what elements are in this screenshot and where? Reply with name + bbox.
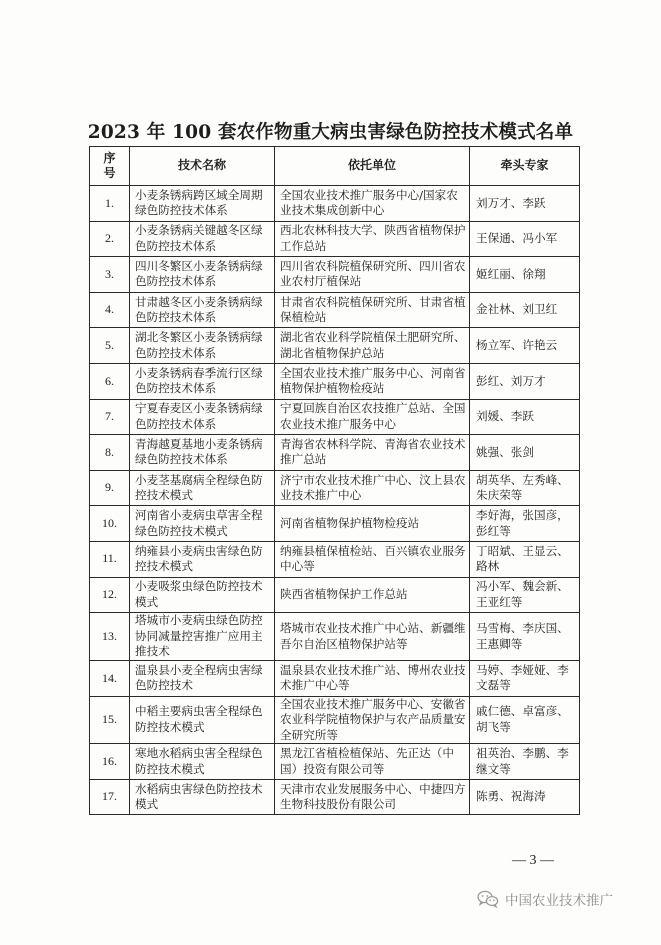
table-row <box>90 696 580 744</box>
row-number: 2. <box>90 221 130 257</box>
lead-expert-cell: 胡英华、左秀峰、朱庆荣等 <box>470 470 580 506</box>
row-number: 8. <box>90 435 130 471</box>
header-organization: 依托单位 <box>275 147 470 186</box>
organization-cell: 湖北省农业科学院植保土肥研究所、湖北省植物保护总站 <box>275 328 470 364</box>
table-row <box>90 613 580 661</box>
table-row <box>90 186 580 222</box>
row-number: 4. <box>90 292 130 328</box>
row-number: 5. <box>90 328 130 364</box>
row-number: 9. <box>90 470 130 506</box>
organization-cell: 全国农业技术推广服务中心、安徽省农业科学院植物保护与农产品质量安全研究所等 <box>275 696 470 744</box>
table-row <box>90 257 580 293</box>
table-row <box>90 541 580 577</box>
row-number: 14. <box>90 661 130 697</box>
technology-name-cell: 青海越夏基地小麦条锈病绿色防控技术体系 <box>130 435 275 471</box>
row-number: 6. <box>90 363 130 399</box>
watermark-text: 中国农业技术推广 <box>505 893 613 909</box>
lead-expert-cell: 刘万才、李跃 <box>470 186 580 222</box>
organization-cell: 济宁市农业技术推广中心、汶上县农业技术推广中心 <box>275 470 470 506</box>
lead-expert-cell: 李好海，张国彦，彭红等 <box>470 506 580 542</box>
row-number: 16. <box>90 744 130 780</box>
table-row <box>90 399 580 435</box>
page-title: 2023 年 100 套农作物重大病虫害绿色防控技术模式名单 <box>87 122 574 143</box>
technology-name-cell: 甘肃越冬区小麦条锈病绿色防控技术体系 <box>130 292 275 328</box>
lead-expert-cell: 王保通、冯小军 <box>470 221 580 257</box>
technology-name-cell: 水稻病虫害绿色防控技术模式 <box>130 779 275 815</box>
table-row <box>90 328 580 364</box>
row-number: 7. <box>90 399 130 435</box>
table-row <box>90 221 580 257</box>
table-row <box>90 661 580 697</box>
table-row <box>90 363 580 399</box>
header-no: 序 号 <box>90 147 130 186</box>
lead-expert-cell: 丁昭斌、王显云、路林 <box>470 541 580 577</box>
lead-expert-cell: 姬红丽、徐翔 <box>470 257 580 293</box>
technology-name-cell: 小麦条锈病春季流行区绿色防控技术体系 <box>130 363 275 399</box>
organization-cell: 纳雍县植保植检站、百兴镇农业服务中心等 <box>275 541 470 577</box>
technology-name-cell: 小麦吸浆虫绿色防控技术模式 <box>130 577 275 613</box>
organization-cell: 天津市农业发展服务中心、中捷四方生物科技股份有限公司 <box>275 779 470 815</box>
row-number: 13. <box>90 613 130 661</box>
table-row <box>90 577 580 613</box>
technology-name-cell: 小麦条锈病跨区域全周期绿色防控技术体系 <box>130 186 275 222</box>
lead-expert-cell: 杨立军、许艳云 <box>470 328 580 364</box>
technology-name-cell: 河南省小麦病虫草害全程绿色防控技术模式 <box>130 506 275 542</box>
table-row <box>90 435 580 471</box>
technology-name-cell: 湖北冬繁区小麦条锈病绿色防控技术体系 <box>130 328 275 364</box>
technology-list-table <box>89 146 580 815</box>
row-number: 17. <box>90 779 130 815</box>
organization-cell: 塔城市农业技术推广中心站、新疆维吾尔自治区植物保护站等 <box>275 613 470 661</box>
table-row <box>90 292 580 328</box>
table-row <box>90 506 580 542</box>
organization-cell: 温泉县农业技术推广站、博州农业技术推广中心等 <box>275 661 470 697</box>
row-number: 10. <box>90 506 130 542</box>
lead-expert-cell: 金社林、刘卫红 <box>470 292 580 328</box>
technology-name-cell: 塔城市小麦病虫绿色防控协同减量控害推广应用主推技术 <box>130 613 275 661</box>
technology-name-cell: 小麦茎基腐病全程绿色防控技术模式 <box>130 470 275 506</box>
organization-cell: 西北农林科技大学、陕西省植物保护工作总站 <box>275 221 470 257</box>
technology-name-cell: 寒地水稻病虫害全程绿色防控技术模式 <box>130 744 275 780</box>
organization-cell: 甘肃省农科院植保研究所、甘肃省植保植检站 <box>275 292 470 328</box>
lead-expert-cell: 冯小军、魏会新、王亚红等 <box>470 577 580 613</box>
organization-cell: 河南省植物保护植物检疫站 <box>275 506 470 542</box>
organization-cell: 全国农业技术推广服务中心/国家农业技术集成创新中心 <box>275 186 470 222</box>
technology-name-cell: 温泉县小麦全程病虫害绿色防控技术 <box>130 661 275 697</box>
row-number: 11. <box>90 541 130 577</box>
header-technology-name: 技术名称 <box>130 147 275 186</box>
technology-name-cell: 中稻主要病虫害全程绿色防控技术模式 <box>130 696 275 744</box>
table-row <box>90 470 580 506</box>
page-number: — 3 — <box>512 853 554 868</box>
wechat-icon <box>477 890 499 908</box>
row-number: 3. <box>90 257 130 293</box>
technology-name-cell: 纳雍县小麦病虫害绿色防控技术模式 <box>130 541 275 577</box>
organization-cell: 陕西省植物保护工作总站 <box>275 577 470 613</box>
technology-name-cell: 四川冬繁区小麦条锈病绿色防控技术体系 <box>130 257 275 293</box>
organization-cell: 全国农业技术推广服务中心、河南省植物保护植物检疫站 <box>275 363 470 399</box>
table-row <box>90 779 580 815</box>
lead-expert-cell: 戚仁德、卓富彦、胡飞等 <box>470 696 580 744</box>
organization-cell: 黑龙江省植检植保站、先正达（中国）投资有限公司等 <box>275 744 470 780</box>
organization-cell: 四川省农科院植保研究所、四川省农业农村厅植保站 <box>275 257 470 293</box>
row-number: 12. <box>90 577 130 613</box>
lead-expert-cell: 马婷、李娅娅、李文磊等 <box>470 661 580 697</box>
watermark <box>477 889 613 909</box>
technology-name-cell: 宁夏春麦区小麦条锈病绿色防控技术体系 <box>130 399 275 435</box>
table-header-row <box>90 147 580 186</box>
lead-expert-cell: 马雪梅、李庆国、王惠卿等 <box>470 613 580 661</box>
header-lead-expert: 牵头专家 <box>470 147 580 186</box>
lead-expert-cell: 刘媛、李跃 <box>470 399 580 435</box>
lead-expert-cell: 陈勇、祝海涛 <box>470 779 580 815</box>
technology-name-cell: 小麦条锈病关键越冬区绿色防控技术体系 <box>130 221 275 257</box>
lead-expert-cell: 祖英治、李鹏、李继文等 <box>470 744 580 780</box>
organization-cell: 宁夏回族自治区农技推广总站、全国农业技术推广服务中心 <box>275 399 470 435</box>
lead-expert-cell: 姚强、张剑 <box>470 435 580 471</box>
row-number: 1. <box>90 186 130 222</box>
lead-expert-cell: 彭红、刘万才 <box>470 363 580 399</box>
row-number: 15. <box>90 696 130 744</box>
organization-cell: 青海省农林科学院、青海省农业技术推广总站 <box>275 435 470 471</box>
table-row <box>90 744 580 780</box>
